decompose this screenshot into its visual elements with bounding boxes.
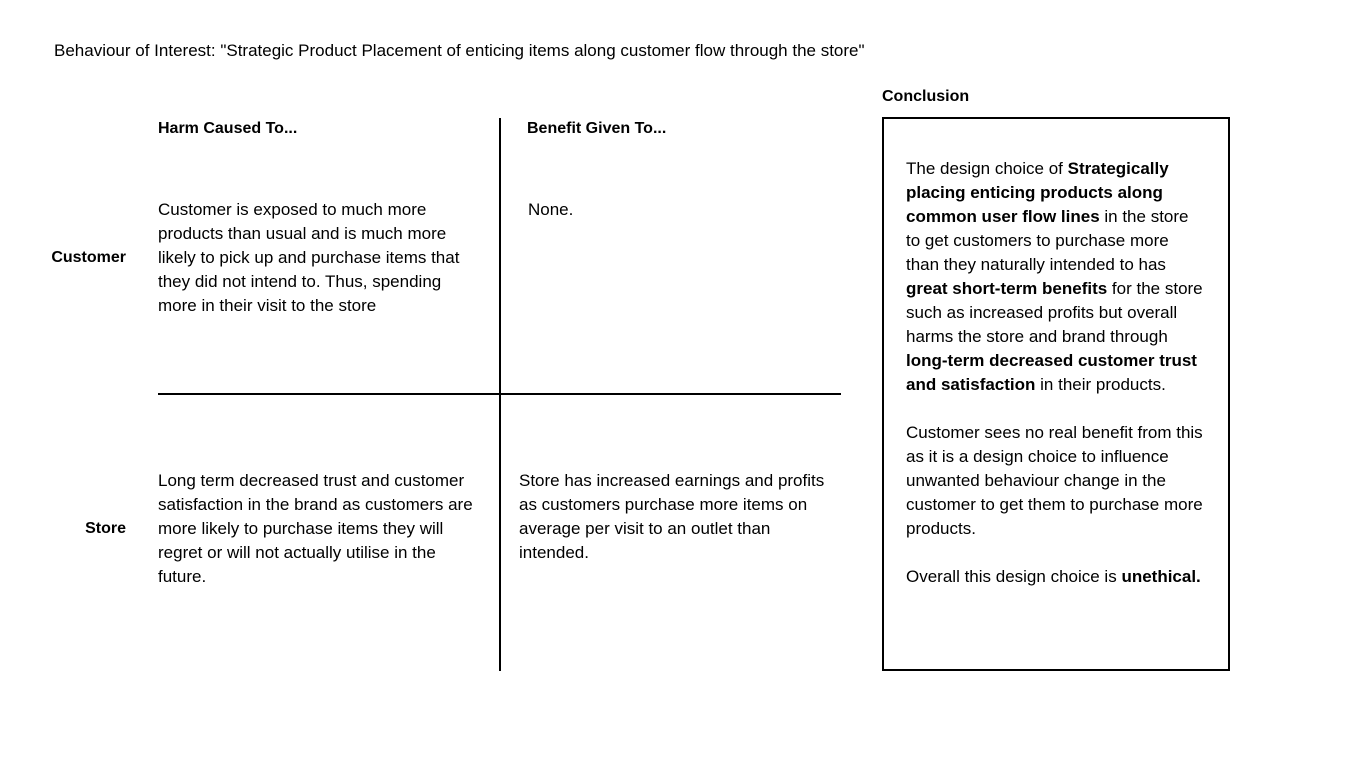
row-label-customer: Customer <box>51 249 126 266</box>
conclusion-box <box>882 117 1230 671</box>
conclusion-p1-bold-2: great short-term benefits <box>906 279 1108 298</box>
conclusion-p1-text-3: for the store such as increased profits but overall harms the store and brand through <box>906 279 1203 346</box>
conclusion-text <box>906 157 1206 589</box>
conclusion-p1-text-4: in their products. <box>1035 375 1166 394</box>
customer-harm-cell: Customer is exposed to much more products than usual and is much more likely to pick up and purchase items that they did not intend to. Thus, spending more in their visit to the store <box>158 200 460 315</box>
conclusion-paragraph-1 <box>906 157 1206 397</box>
store-benefit-cell: Store has increased earnings and profits as customers purchase more items on average per visit to an outlet than intended. <box>519 471 825 562</box>
conclusion-p1-text-2: in the store to get customers to purchase more than they naturally intended to has <box>906 207 1189 274</box>
conclusion-verdict: unethical. <box>1121 567 1201 586</box>
harm-column-header: Harm Caused To... <box>158 120 298 137</box>
customer-benefit-cell: None. <box>528 200 574 219</box>
conclusion-title: Conclusion <box>882 88 970 105</box>
conclusion-p1-bold-3: long-term decreased customer trust and satisfaction <box>906 351 1197 394</box>
behaviour-of-interest: Behaviour of Interest: "Strategic Product Placement of enticing items along customer flow through the store" <box>54 41 865 60</box>
conclusion-p3-text-1: Overall this design choice is <box>906 567 1122 586</box>
benefit-column-header: Benefit Given To... <box>527 120 667 137</box>
store-harm-cell: Long term decreased trust and customer satisfaction in the brand as customers are more likely to purchase items they will regret or will not actually utilise in the future. <box>158 471 473 586</box>
row-label-store: Store <box>85 520 126 537</box>
conclusion-paragraph-3 <box>906 565 1206 589</box>
horizontal-divider <box>158 393 841 395</box>
conclusion-p1-text-1: The design choice of <box>906 159 1068 178</box>
conclusion-p1-bold-1: Strategically placing enticing products along common user flow lines <box>906 159 1169 226</box>
conclusion-paragraph-2: Customer sees no real benefit from this as it is a design choice to influence unwanted behaviour change in the customer to get them to purchase more products. <box>906 423 1203 538</box>
